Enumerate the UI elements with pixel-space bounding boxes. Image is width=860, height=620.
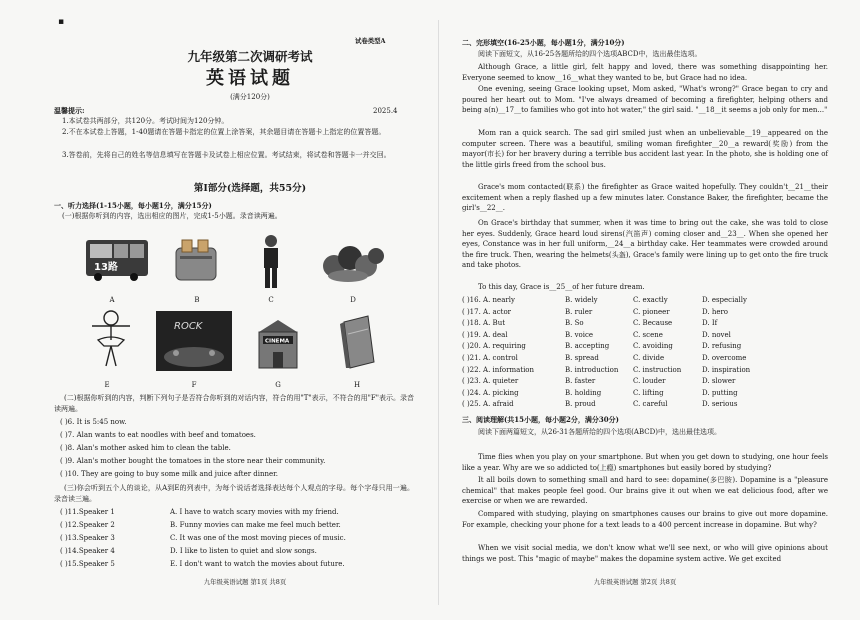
cloze-option: D. novel [702, 330, 731, 339]
toaster-picture [170, 234, 222, 284]
tips-title: 温馨提示: [54, 106, 85, 115]
listening-sub1-instr: (一)根据你听到的内容，选出相应的图片，完成1-5小题。录音读两遍。 [62, 212, 282, 220]
pic-label-g: G [275, 381, 281, 389]
cloze-option: C. louder [633, 377, 666, 386]
cloze-option: D. serious [702, 400, 738, 409]
cloze-instr: 阅读下面短文，从16-25各题所给的四个选项ABCD中，选出最佳选项。 [478, 50, 702, 58]
cloze-para-3: Mom ran a quick search. The sad girl smiled just when an unbelievable__19__appeared on the computer screen. There was a beautiful, smiling woman firefighter__20__a reward(奖励) from the mayor(市长) for her bravery during a terrible bus accident last year. In the photo, she is holding one of the little girls freed from the school bus. [462, 129, 828, 169]
cloze-para-2: One evening, seeing Grace looking upset, Mom asked, "What's wrong?" Grace began to cry and poured her heart out to Mom. "I've always dreamed of becoming a firefighter, helping others and being a(n)__17__to families who got into hot water," the girl said. "__18__it seems a job only for men..." [462, 85, 828, 114]
cloze-option: ( )23. A. quieter [462, 377, 519, 386]
listening-sub3-instr: (三)你会听到五个人的谈论，从A到E的列表中，为每个说话者选择表达每个人观点的字母。每个字母只用一遍。录音读三遍。 [54, 484, 414, 503]
subject-title: 英语试题 [206, 68, 294, 89]
bus-picture [84, 234, 150, 282]
full-mark: (满分120分) [230, 93, 270, 101]
cloze-para-5: On Grace's birthday that summer, when it was time to bring out the cake, she was told to close her eyes. Suddenly, Grace heard loud sirens(汽笛声) coming closer and__23__. When she opened her eyes, Constance was in her full uniform,__24__a birthday cake. Her teammates were crowded around the fire truck. Then, wearing the helmets(头盔), Grace's family were lining up to get onto the fire truck and take photos. [462, 219, 828, 269]
tip-3: 3.答卷前，先将自己的姓名等信息填写在答题卡及试卷上相应位置。考试结束，将试卷和答题卡一并交回。 [62, 151, 391, 159]
cloze-option: D. refusing [702, 342, 742, 351]
cloze-option: C. scene [633, 330, 663, 339]
listening-sub2-instr: (二)根据你听到的内容，判断下列句子是否符合你听到的对话内容，符合的用"T"表示，不符合的用"F"表示。录音读两遍。 [54, 394, 414, 413]
tf-item-8: ( )8. Alan's mother asked him to clean the table. [60, 444, 231, 452]
speaker-5: ( )15.Speaker 5 [60, 560, 115, 568]
reading-para-3: Compared with studying, playing on smartphones causes our brains to give out more dopamine. For example, checking your phone for a text leads to a 400 percent increase in dopamine. But why? [462, 510, 828, 529]
pic-label-c: C [268, 296, 274, 304]
pic-label-e: E [104, 381, 110, 389]
page-divider [438, 20, 439, 605]
svg-text:ROCK: ROCK [174, 321, 203, 332]
cloze-option: B. proud [565, 400, 596, 409]
cloze-option: ( )20. A. requiring [462, 342, 526, 351]
cloze-option: B. ruler [565, 307, 593, 316]
fruit-picture [320, 238, 386, 286]
bus-number: 13路 [94, 262, 118, 273]
cloze-option: C. divide [633, 354, 665, 362]
speaker-option-d: D. I like to listen to quiet and slow songs. [170, 547, 317, 555]
cloze-option: B. widely [565, 296, 598, 304]
cloze-option: ( )16. A. nearly [462, 296, 515, 304]
tip-1: 1.本试卷共两部分，共120分。考试时间为120分钟。 [62, 117, 229, 125]
cloze-option: ( )25. A. afraid [462, 400, 514, 409]
cloze-option: C. exactly [633, 296, 668, 304]
speaker-2: ( )12.Speaker 2 [60, 521, 115, 529]
tf-item-9: ( )9. Alan's mother bought the tomatoes in the store near their community. [60, 457, 326, 465]
cloze-option: ( )24. A. picking [462, 388, 519, 397]
speaker-option-c: C. It was one of the most moving pieces of music. [170, 534, 346, 542]
dancer-picture [88, 308, 134, 370]
tf-item-7: ( )7. Alan wants to eat noodles with beef and tomatoes. [60, 431, 256, 439]
cloze-option: D. hero [702, 307, 729, 316]
cloze-option: B. introduction [565, 365, 619, 374]
pic-label-h: H [353, 381, 361, 389]
tip-2: 2.不在本试卷上答题，1-40题请在答题卡指定的位置上涂答案，其余题目请在答题卡上指定的位置答题。 [62, 128, 386, 136]
man-picture [258, 234, 284, 290]
left-footer: 九年级英语试题 第1页 共8页 [203, 578, 287, 586]
cloze-option: ( )21. A. control [462, 354, 518, 362]
pic-label-f: F [191, 381, 197, 389]
tf-item-10: ( )10. They are going to buy some milk and juice after dinner. [60, 470, 278, 478]
cloze-para-4: Grace's mom contacted(联系) the firefighter as Grace waited hopefully. They couldn't__21__their excitement when a reply flashed up a few minutes later. Constance Baker, the firefighter, became the girl's__22__. [462, 183, 828, 212]
exam-title: 九年级第二次调研考试 [187, 49, 313, 64]
pic-label-a: A [109, 296, 115, 304]
exam-type-label: 试卷类型A [355, 37, 386, 45]
cloze-option: C. Because [633, 319, 673, 328]
speaker-option-b: B. Funny movies can make me feel much better. [170, 521, 341, 529]
cinema-sign: CINEMA [265, 338, 290, 345]
speaker-option-a: A. I have to watch scary movies with my friend. [170, 508, 339, 516]
pic-label-d: D [350, 296, 356, 304]
cloze-option: ( )18. A. But [462, 319, 506, 328]
speaker-option-e: E. I don't want to watch the movies about future. [170, 560, 345, 568]
speaker-1: ( )11.Speaker 1 [60, 508, 115, 516]
cloze-option: D. If [702, 319, 718, 328]
cloze-option: ( )17. A. actor [462, 307, 512, 316]
cloze-section-title: 二、完形填空(16-25小题，每小题1分，满分10分) [462, 38, 625, 47]
cloze-option: C. lifting [633, 388, 664, 397]
cloze-para-1: Although Grace, a little girl, felt happy and loved, there was something disappointing her. Everyone seemed to know__16__what they wanted to be, but Grace had no idea. [462, 63, 828, 82]
reading-para-4: When we visit social media, we don't know what we'll see next, or who will give opinions about things we post. This "magic of maybe" makes the dopamine system active. We get excited [462, 544, 828, 563]
listening-section-title: 一、听力选择(1-15小题，每小题1分，满分15分) [54, 201, 212, 210]
reading-instr: 阅读下面两篇短文，从26-31各题所给的四个选项(ABCD)中，选出最佳选项。 [478, 428, 721, 436]
part1-title: 第Ⅰ部分(选择题，共55分) [193, 183, 307, 194]
cloze-option: ( )22. A. information [462, 365, 535, 374]
cloze-option: B. holding [565, 388, 602, 397]
pic-label-b: B [194, 296, 200, 304]
tf-item-6: ( )6. It is 5:45 now. [60, 418, 127, 426]
corner-mark: ▪ [58, 17, 65, 27]
reading-para-1: Time flies when you play on your smartphone. But when you get down to studying, one hour feels like a year. Why are we so addicted to(上瘾) smartphones but easily bored by studying? [462, 453, 828, 472]
speaker-3: ( )13.Speaker 3 [60, 534, 115, 542]
cloze-option: D. putting [702, 388, 738, 397]
cloze-option: B. faster [565, 377, 596, 386]
cloze-option: ( )19. A. deal [462, 330, 508, 339]
right-footer: 九年级英语试题 第2页 共8页 [593, 578, 677, 586]
cloze-option: C. avoiding [633, 342, 673, 351]
concert-picture [156, 311, 232, 371]
cloze-option: C. pioneer [633, 307, 670, 316]
cloze-option: C. instruction [633, 365, 682, 374]
cloze-option: B. accepting [565, 342, 610, 351]
cloze-option: B. So [565, 319, 584, 328]
speaker-4: ( )14.Speaker 4 [60, 547, 115, 555]
cloze-option: B. voice [565, 330, 594, 339]
book-picture [338, 314, 378, 370]
reading-section-title: 三、阅读理解(共15小题，每小题2分，满分30分) [462, 415, 619, 424]
cinema-picture [255, 318, 301, 370]
exam-date: 2025.4 [373, 107, 398, 115]
cloze-option: B. spread [565, 354, 599, 362]
cloze-para-6: To this day, Grace is__25__of her future dream. [478, 283, 645, 291]
cloze-option: D. especially [702, 296, 747, 304]
cloze-option: D. overcome [702, 354, 747, 362]
reading-para-2: It all boils down to something small and hard to see: dopamine(多巴胺). Dopamine is a "pleasure chemical" that makes people feel good. Our brains give it out when we eat delicious food, after we exercise or when we are rewarded. [462, 476, 828, 505]
cloze-option: D. inspiration [702, 365, 751, 374]
cloze-option: D. slower [702, 377, 736, 386]
cloze-option: C. careful [633, 400, 668, 409]
